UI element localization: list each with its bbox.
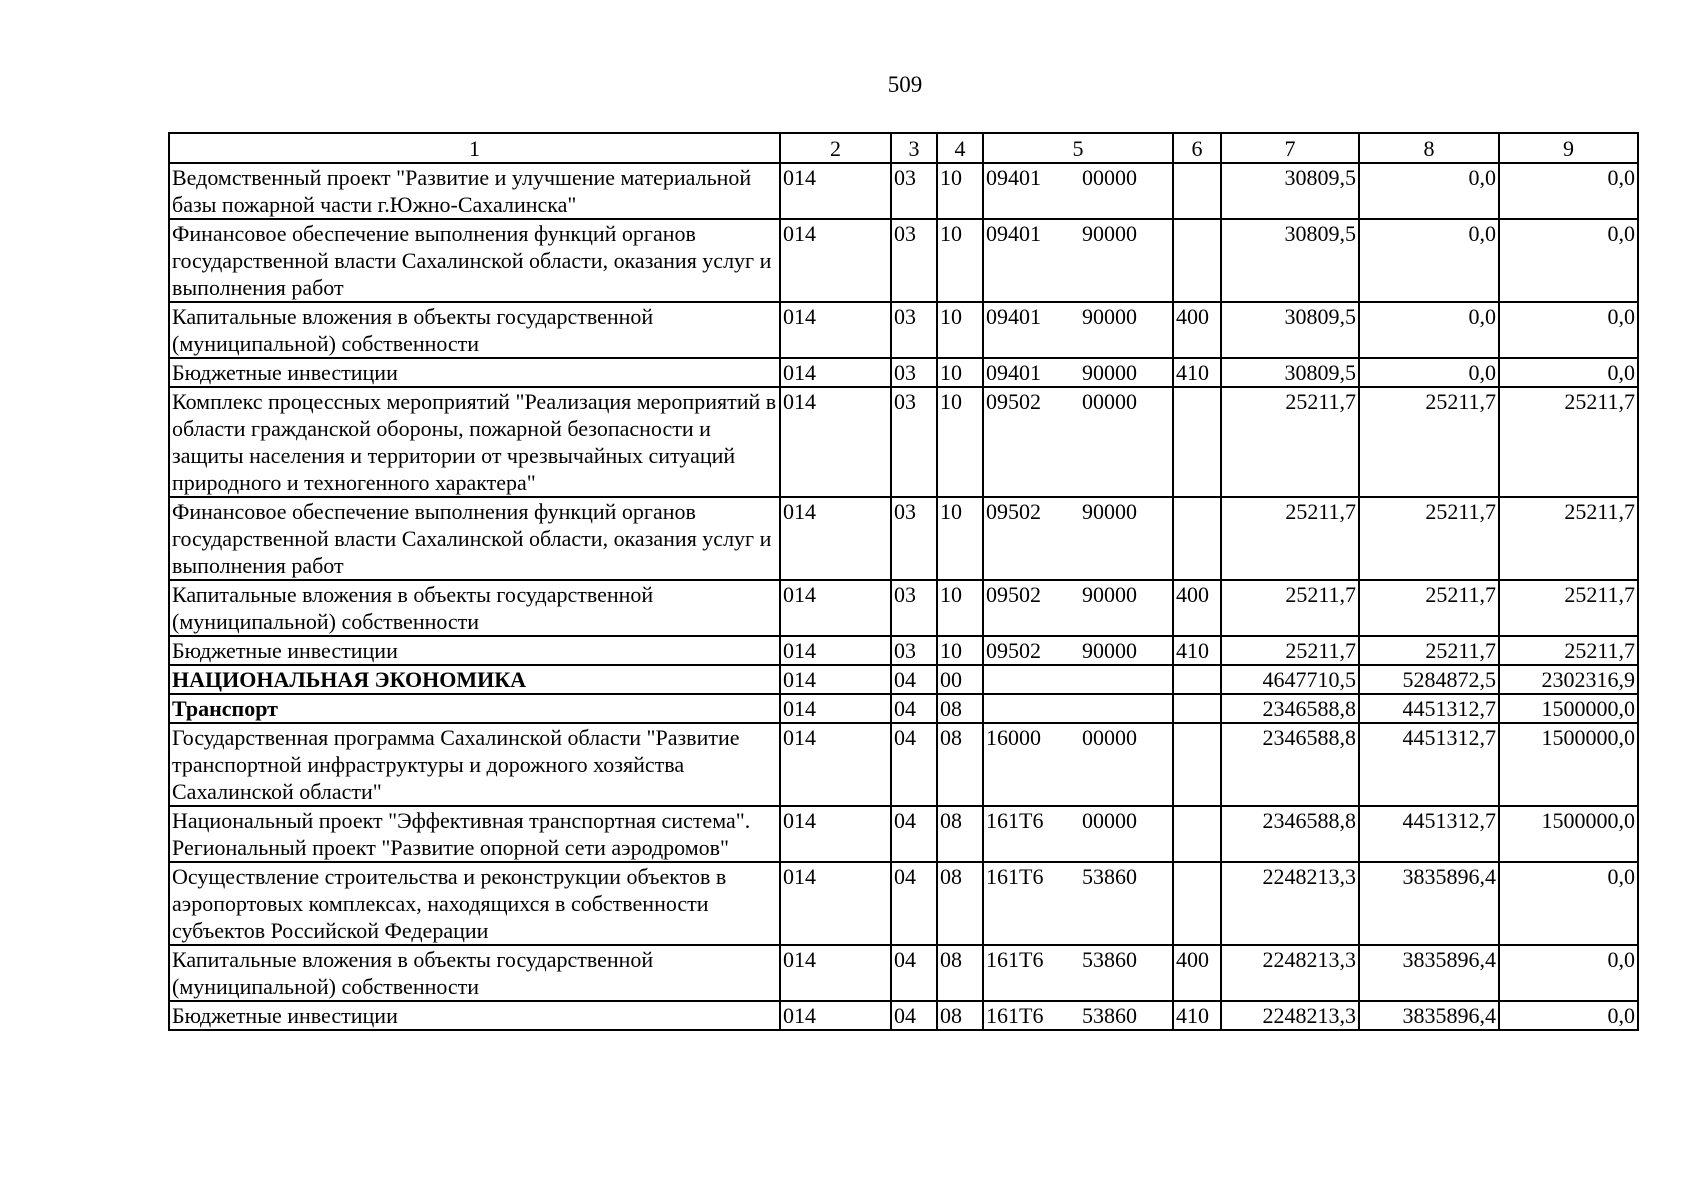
target-article-program: 09401 <box>986 165 1041 190</box>
column-number-header-row <box>169 133 1638 163</box>
target-article-code <box>983 806 1173 862</box>
expense-type-code: 410 <box>1173 1001 1221 1030</box>
row-name: Транспорт <box>169 694 780 723</box>
target-article-program: 09502 <box>986 499 1041 524</box>
expense-type-code <box>1173 387 1221 497</box>
target-article-program: 09401 <box>986 360 1041 385</box>
subsection-code: 08 <box>937 694 983 723</box>
amount-col-7: 2346588,8 <box>1221 806 1359 862</box>
subsection-code: 10 <box>937 387 983 497</box>
target-article-code <box>983 694 1173 723</box>
subsection-code: 10 <box>937 497 983 580</box>
expense-type-code: 400 <box>1173 580 1221 636</box>
subsection-code: 10 <box>937 219 983 302</box>
subsection-code: 08 <box>937 1001 983 1030</box>
ministry-code: 014 <box>780 358 891 387</box>
target-article-direction: 90000 <box>1082 582 1137 607</box>
subsection-code: 00 <box>937 665 983 694</box>
target-article-direction: 90000 <box>1082 499 1137 524</box>
amount-col-8: 3835896,4 <box>1359 862 1499 945</box>
section-code: 04 <box>891 694 937 723</box>
row-name: Комплекс процессных мероприятий "Реализация мероприятий в области гражданской обороны, пожарной безопасности и защиты населения и территории от чрезвычайных ситуаций природного и техногенного характера" <box>169 387 780 497</box>
table-row <box>169 723 1638 806</box>
amount-col-8: 0,0 <box>1359 358 1499 387</box>
amount-col-7: 2248213,3 <box>1221 1001 1359 1030</box>
amount-col-8: 5284872,5 <box>1359 665 1499 694</box>
subsection-code: 08 <box>937 945 983 1001</box>
target-article-program: 16000 <box>986 725 1041 750</box>
amount-col-8: 3835896,4 <box>1359 945 1499 1001</box>
section-code: 03 <box>891 302 937 358</box>
amount-col-7: 4647710,5 <box>1221 665 1359 694</box>
section-code: 04 <box>891 806 937 862</box>
ministry-code: 014 <box>780 580 891 636</box>
budget-table <box>168 132 1639 1031</box>
amount-col-9: 2302316,9 <box>1499 665 1638 694</box>
amount-col-9: 1500000,0 <box>1499 694 1638 723</box>
expense-type-code: 410 <box>1173 358 1221 387</box>
column-header: 2 <box>780 133 891 163</box>
ministry-code: 014 <box>780 1001 891 1030</box>
ministry-code: 014 <box>780 665 891 694</box>
amount-col-8: 25211,7 <box>1359 387 1499 497</box>
amount-col-8: 25211,7 <box>1359 497 1499 580</box>
column-header: 3 <box>891 133 937 163</box>
amount-col-7: 2248213,3 <box>1221 862 1359 945</box>
amount-col-8: 4451312,7 <box>1359 723 1499 806</box>
section-code: 04 <box>891 665 937 694</box>
subsection-code: 10 <box>937 302 983 358</box>
amount-col-9: 25211,7 <box>1499 497 1638 580</box>
amount-col-9: 0,0 <box>1499 163 1638 219</box>
target-article-program: 161Т6 <box>986 808 1044 833</box>
table-row <box>169 945 1638 1001</box>
row-name: Ведомственный проект "Развитие и улучшение материальной базы пожарной части г.Южно-Сахалинска" <box>169 163 780 219</box>
ministry-code: 014 <box>780 806 891 862</box>
target-article-direction: 90000 <box>1082 638 1137 663</box>
column-header: 9 <box>1499 133 1638 163</box>
expense-type-code <box>1173 806 1221 862</box>
amount-col-9: 1500000,0 <box>1499 723 1638 806</box>
table-row <box>169 163 1638 219</box>
table-row <box>169 580 1638 636</box>
subsection-code: 10 <box>937 163 983 219</box>
target-article-program: 09401 <box>986 304 1041 329</box>
target-article-program: 09502 <box>986 638 1041 663</box>
table-row <box>169 636 1638 665</box>
ministry-code: 014 <box>780 945 891 1001</box>
section-code: 03 <box>891 636 937 665</box>
ministry-code: 014 <box>780 302 891 358</box>
expense-type-code <box>1173 665 1221 694</box>
target-article-direction: 00000 <box>1082 725 1137 750</box>
amount-col-9: 0,0 <box>1499 1001 1638 1030</box>
target-article-direction: 90000 <box>1082 221 1137 246</box>
amount-col-9: 0,0 <box>1499 862 1638 945</box>
expense-type-code <box>1173 723 1221 806</box>
target-article-program: 09502 <box>986 582 1041 607</box>
amount-col-9: 25211,7 <box>1499 636 1638 665</box>
amount-col-8: 4451312,7 <box>1359 806 1499 862</box>
amount-col-7: 30809,5 <box>1221 358 1359 387</box>
target-article-code <box>983 723 1173 806</box>
table-row <box>169 302 1638 358</box>
target-article-program: 161Т6 <box>986 864 1044 889</box>
expense-type-code <box>1173 694 1221 723</box>
section-code: 04 <box>891 1001 937 1030</box>
row-name: Финансовое обеспечение выполнения функций органов государственной власти Сахалинской области, оказания услуг и выполнения работ <box>169 219 780 302</box>
target-article-code <box>983 862 1173 945</box>
amount-col-9: 0,0 <box>1499 219 1638 302</box>
amount-col-9: 25211,7 <box>1499 387 1638 497</box>
row-name: Бюджетные инвестиции <box>169 1001 780 1030</box>
amount-col-7: 25211,7 <box>1221 580 1359 636</box>
section-code: 03 <box>891 358 937 387</box>
section-code: 04 <box>891 945 937 1001</box>
amount-col-7: 30809,5 <box>1221 219 1359 302</box>
amount-col-8: 0,0 <box>1359 219 1499 302</box>
target-article-direction: 00000 <box>1082 389 1137 414</box>
ministry-code: 014 <box>780 862 891 945</box>
table-row <box>169 219 1638 302</box>
expense-type-code: 400 <box>1173 302 1221 358</box>
target-article-code <box>983 636 1173 665</box>
section-code: 03 <box>891 580 937 636</box>
section-code: 03 <box>891 497 937 580</box>
target-article-direction: 53860 <box>1082 947 1137 972</box>
expense-type-code <box>1173 163 1221 219</box>
row-name: Осуществление строительства и реконструкции объектов в аэропортовых комплексах, находящихся в собственности субъектов Российской Федерации <box>169 862 780 945</box>
table-row <box>169 358 1638 387</box>
row-name: Финансовое обеспечение выполнения функций органов государственной власти Сахалинской области, оказания услуг и выполнения работ <box>169 497 780 580</box>
table-row <box>169 862 1638 945</box>
subsection-code: 08 <box>937 806 983 862</box>
amount-col-8: 0,0 <box>1359 302 1499 358</box>
subsection-code: 10 <box>937 580 983 636</box>
expense-type-code <box>1173 862 1221 945</box>
row-name: Бюджетные инвестиции <box>169 636 780 665</box>
ministry-code: 014 <box>780 219 891 302</box>
target-article-code <box>983 302 1173 358</box>
target-article-program: 161Т6 <box>986 947 1044 972</box>
ministry-code: 014 <box>780 694 891 723</box>
ministry-code: 014 <box>780 636 891 665</box>
amount-col-9: 25211,7 <box>1499 580 1638 636</box>
ministry-code: 014 <box>780 497 891 580</box>
target-article-code <box>983 497 1173 580</box>
column-header: 1 <box>169 133 780 163</box>
amount-col-8: 4451312,7 <box>1359 694 1499 723</box>
column-header: 6 <box>1173 133 1221 163</box>
section-code: 03 <box>891 387 937 497</box>
column-header: 7 <box>1221 133 1359 163</box>
target-article-direction: 90000 <box>1082 304 1137 329</box>
table-row <box>169 1001 1638 1030</box>
target-article-direction: 00000 <box>1082 808 1137 833</box>
row-name: Государственная программа Сахалинской области "Развитие транспортной инфраструктуры и дорожного хозяйства Сахалинской области" <box>169 723 780 806</box>
ministry-code: 014 <box>780 723 891 806</box>
target-article-code <box>983 945 1173 1001</box>
section-code: 04 <box>891 723 937 806</box>
expense-type-code: 410 <box>1173 636 1221 665</box>
target-article-direction: 90000 <box>1082 360 1137 385</box>
table-row <box>169 694 1638 723</box>
target-article-program: 09401 <box>986 221 1041 246</box>
subsection-code: 10 <box>937 358 983 387</box>
target-article-code <box>983 1001 1173 1030</box>
table-row <box>169 806 1638 862</box>
row-name: Капитальные вложения в объекты государственной (муниципальной) собственности <box>169 945 780 1001</box>
target-article-direction: 53860 <box>1082 1003 1137 1028</box>
row-name: Капитальные вложения в объекты государственной (муниципальной) собственности <box>169 580 780 636</box>
amount-col-7: 2346588,8 <box>1221 723 1359 806</box>
amount-col-8: 3835896,4 <box>1359 1001 1499 1030</box>
page-number: 509 <box>887 72 923 97</box>
amount-col-9: 0,0 <box>1499 945 1638 1001</box>
expense-type-code <box>1173 219 1221 302</box>
row-name: Национальный проект "Эффективная транспортная система". Региональный проект "Развитие опорной сети аэродромов" <box>169 806 780 862</box>
amount-col-7: 25211,7 <box>1221 497 1359 580</box>
section-code: 04 <box>891 862 937 945</box>
row-name: Капитальные вложения в объекты государственной (муниципальной) собственности <box>169 302 780 358</box>
target-article-direction: 53860 <box>1082 864 1137 889</box>
amount-col-7: 30809,5 <box>1221 302 1359 358</box>
target-article-direction: 00000 <box>1082 165 1137 190</box>
amount-col-8: 0,0 <box>1359 163 1499 219</box>
expense-type-code <box>1173 497 1221 580</box>
target-article-program: 09502 <box>986 389 1041 414</box>
amount-col-7: 2248213,3 <box>1221 945 1359 1001</box>
target-article-code <box>983 358 1173 387</box>
table-row <box>169 497 1638 580</box>
target-article-code <box>983 163 1173 219</box>
ministry-code: 014 <box>780 387 891 497</box>
amount-col-7: 2346588,8 <box>1221 694 1359 723</box>
section-code: 03 <box>891 219 937 302</box>
amount-col-9: 1500000,0 <box>1499 806 1638 862</box>
column-header: 5 <box>983 133 1173 163</box>
amount-col-7: 25211,7 <box>1221 387 1359 497</box>
ministry-code: 014 <box>780 163 891 219</box>
row-name: Бюджетные инвестиции <box>169 358 780 387</box>
column-header: 8 <box>1359 133 1499 163</box>
target-article-code <box>983 580 1173 636</box>
amount-col-7: 30809,5 <box>1221 163 1359 219</box>
amount-col-9: 0,0 <box>1499 302 1638 358</box>
row-name: НАЦИОНАЛЬНАЯ ЭКОНОМИКА <box>169 665 780 694</box>
amount-col-7: 25211,7 <box>1221 636 1359 665</box>
target-article-code <box>983 665 1173 694</box>
subsection-code: 08 <box>937 723 983 806</box>
section-code: 03 <box>891 163 937 219</box>
amount-col-8: 25211,7 <box>1359 580 1499 636</box>
column-header: 4 <box>937 133 983 163</box>
table-row <box>169 387 1638 497</box>
subsection-code: 08 <box>937 862 983 945</box>
target-article-code <box>983 387 1173 497</box>
table-row <box>169 665 1638 694</box>
amount-col-8: 25211,7 <box>1359 636 1499 665</box>
subsection-code: 10 <box>937 636 983 665</box>
expense-type-code: 400 <box>1173 945 1221 1001</box>
target-article-program: 161Т6 <box>986 1003 1044 1028</box>
target-article-code <box>983 219 1173 302</box>
amount-col-9: 0,0 <box>1499 358 1638 387</box>
